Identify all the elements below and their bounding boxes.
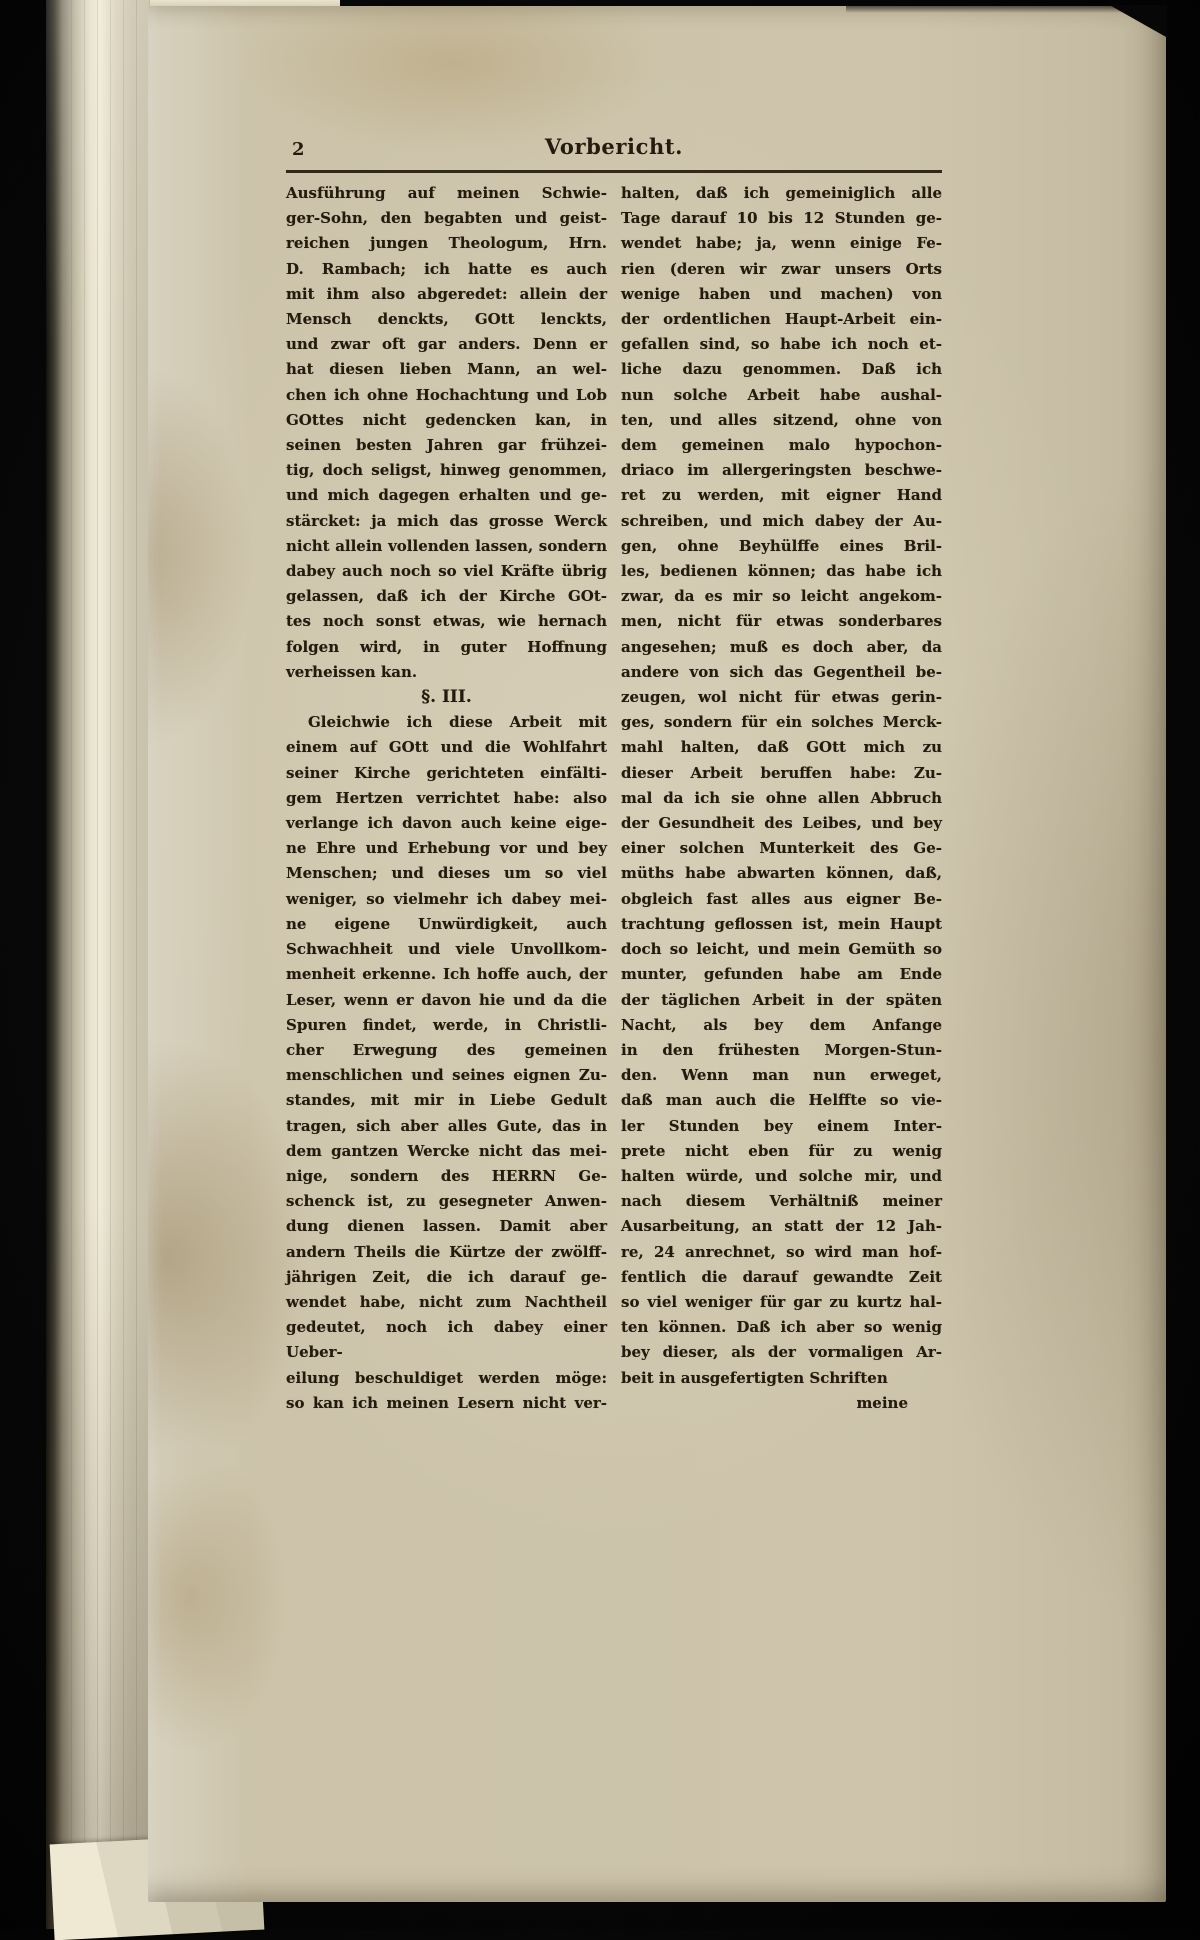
text-columns — [286, 181, 942, 1416]
text-line: Leser, wenn er davon hie und da die — [286, 990, 607, 1009]
text-line: chen ich ohne Hochachtung und Lob — [286, 385, 607, 404]
text-line: re, 24 anrechnet, so wird man hof- — [621, 1242, 942, 1261]
text-line: mahl halten, daß GOtt mich zu — [621, 738, 942, 757]
text-line: Mensch denckts, GOtt lenckts, — [286, 310, 607, 329]
text-line: Gleichwie ich diese Arbeit mit — [308, 713, 607, 732]
text-line: nige, sondern des HERRN Ge- — [286, 1166, 607, 1185]
text-line: zeugen, wol nicht für etwas gerin- — [621, 688, 942, 707]
text-line: cher Erwegung des gemeinen — [286, 1040, 607, 1059]
text-line: zwar, da es mir so leicht angekom- — [621, 587, 942, 606]
text-line: prete nicht eben für zu wenig — [621, 1141, 942, 1160]
text-line: beit in ausgefertigten Schriften — [621, 1368, 888, 1387]
text-line: schreiben, und mich dabey der Au- — [621, 511, 942, 530]
book-leaf-edges — [46, 0, 150, 1929]
text-line: seinen besten Jahren gar frühzei- — [286, 436, 607, 455]
text-line: ne Ehre und Erhebung vor und bey — [286, 839, 607, 858]
text-line: bey dieser, als der vormaligen Ar- — [621, 1343, 942, 1362]
running-header — [286, 134, 942, 168]
text-line: angesehen; muß es doch aber, da — [621, 637, 942, 656]
text-line: Schwachheit und viele Unvollkom- — [286, 940, 607, 959]
text-line: gelassen, daß ich der Kirche GOt- — [286, 587, 607, 606]
text-line: nicht allein vollenden lassen, sondern — [286, 536, 607, 555]
page-corner-tear — [1103, 5, 1167, 61]
text-line: driaco im allergeringsten beschwe- — [621, 461, 942, 480]
text-line: der ordentlichen Haupt-Arbeit ein- — [621, 310, 942, 329]
text-line: andern Theils die Kürtze der zwölff- — [286, 1242, 607, 1261]
text-line: reichen jungen Theologum, Hrn. — [286, 234, 607, 253]
text-line: trachtung geflossen ist, mein Haupt — [621, 914, 942, 933]
text-line: tes noch sonst etwas, wie hernach — [286, 612, 607, 631]
scanned-page — [148, 6, 1166, 1902]
text-line: §. III. — [421, 687, 472, 708]
text-line: jährigen Zeit, die ich darauf ge- — [286, 1267, 607, 1286]
text-line: verheissen kan. — [286, 662, 418, 681]
text-line: ne eigene Unwürdigkeit, auch — [286, 914, 607, 933]
text-line: ges, sondern für ein solches Merck- — [621, 713, 942, 732]
text-line: ler Stunden bey einem Inter- — [621, 1116, 942, 1135]
text-line: einer solchen Munterkeit des Ge- — [621, 839, 942, 858]
text-line: halten würde, und solche mir, und — [621, 1166, 942, 1185]
left-column-lines — [286, 181, 607, 1416]
text-line: seiner Kirche gerichteten einfälti- — [286, 763, 607, 782]
text-line: wenige haben und machen) von — [621, 284, 942, 303]
text-line: menschlichen und seines eignen Zu- — [286, 1066, 607, 1085]
text-line: folgen wird, in guter Hoffnung — [286, 637, 607, 656]
text-line: mal da ich sie ohne allen Abbruch — [621, 788, 942, 807]
text-line: verlange ich davon auch keine eige- — [286, 814, 607, 833]
text-line: nach diesem Verhältniß meiner — [621, 1192, 942, 1211]
text-line: und zwar oft gar anders. Denn er — [286, 335, 607, 354]
text-line: Nacht, als bey dem Anfange — [621, 1015, 942, 1034]
text-line: rien (deren wir zwar unsers Orts — [621, 259, 942, 278]
text-line: ten, und alles sitzend, ohne von — [621, 410, 942, 429]
text-line: obgleich fast alles aus eigner Be- — [621, 889, 942, 908]
text-line: dem gemeinen malo hypochon- — [621, 436, 942, 455]
text-line: und mich dagegen erhalten und ge- — [286, 486, 607, 505]
text-line: standes, mit mir in Liebe Gedult — [286, 1091, 607, 1110]
text-line: D. Rambach; ich hatte es auch — [286, 259, 607, 278]
text-line: daß man auch die Helffte so vie- — [621, 1091, 942, 1110]
text-line: men, nicht für etwas sonderbares — [621, 612, 942, 631]
text-line: mit ihm also abgeredet: allein der — [286, 284, 607, 303]
text-line: stärcket: ja mich das grosse Werck — [286, 511, 607, 530]
text-line: dung dienen lassen. Damit aber — [286, 1217, 607, 1236]
text-line: nun solche Arbeit habe aushal- — [621, 385, 942, 404]
page-number: 2 — [292, 139, 305, 160]
text-line: les, bedienen können; das habe ich — [621, 562, 942, 581]
text-line: Ausarbeitung, an statt der 12 Jah- — [621, 1217, 942, 1236]
page-top-shadow — [846, 6, 1126, 13]
text-line: der täglichen Arbeit in der späten — [621, 990, 942, 1009]
header-rule — [286, 170, 942, 173]
text-line: gedeutet, noch ich dabey einer Ueber- — [286, 1318, 607, 1362]
text-line: einem auf GOtt und die Wohlfahrt — [286, 738, 607, 757]
text-line: Tage darauf 10 bis 12 Stunden ge- — [621, 209, 942, 228]
text-line: ger-Sohn, den begabten und geist- — [286, 209, 607, 228]
right-column-lines — [621, 181, 942, 1391]
text-line: ten können. Daß ich aber so wenig — [621, 1318, 942, 1337]
text-line: der Gesundheit des Leibes, und bey — [621, 814, 942, 833]
text-line: tragen, sich aber alles Gute, das in — [286, 1116, 607, 1135]
text-line: ret zu werden, mit eigner Hand — [621, 486, 942, 505]
header-title: Vorbericht. — [544, 134, 684, 159]
text-line: menheit erkenne. Ich hoffe auch, der — [286, 965, 607, 984]
text-line: hat diesen lieben Mann, an wel- — [286, 360, 607, 379]
text-line: GOttes nicht gedencken kan, in — [286, 410, 607, 429]
text-line: in den frühesten Morgen-Stun- — [621, 1040, 942, 1059]
text-line: tig, doch seligst, hinweg genommen, — [286, 461, 607, 480]
text-line: gefallen sind, so habe ich noch et- — [621, 335, 942, 354]
text-line: halten, daß ich gemeiniglich alle — [621, 184, 942, 202]
text-line: gem Hertzen verrichtet habe: also — [286, 788, 607, 807]
right-column — [621, 181, 942, 1416]
printed-text-block — [286, 134, 942, 1416]
text-line: dem gantzen Wercke nicht das mei- — [286, 1141, 607, 1160]
text-line: munter, gefunden habe am Ende — [621, 965, 942, 984]
text-line: dieser Arbeit beruffen habe: Zu- — [621, 763, 942, 782]
text-line: den. Wenn man nun erweget, — [621, 1066, 942, 1085]
text-line: so kan ich meinen Lesern nicht ver- — [286, 1393, 607, 1412]
text-line: weniger, so vielmehr ich dabey mei- — [286, 889, 607, 908]
left-column — [286, 181, 607, 1416]
text-line: andere von sich das Gegentheil be- — [621, 662, 942, 681]
text-line: doch so leicht, und mein Gemüth so — [621, 940, 942, 959]
text-line: eilung beschuldiget werden möge: — [286, 1368, 607, 1387]
text-line: Spuren findet, werde, in Christli- — [286, 1015, 607, 1034]
text-line: wendet habe, nicht zum Nachtheil — [286, 1292, 607, 1311]
text-line: dabey auch noch so viel Kräfte übrig — [286, 562, 607, 581]
text-line: wendet habe; ja, wenn einige Fe- — [621, 234, 942, 253]
text-line: liche dazu genommen. Daß ich — [621, 360, 942, 379]
text-line: gen, ohne Beyhülffe eines Bril- — [621, 536, 942, 555]
text-line: Ausführung auf meinen Schwie- — [286, 184, 607, 202]
text-line: schenck ist, zu gesegneter Anwen- — [286, 1192, 607, 1211]
text-line: müths habe abwarten können, daß, — [621, 864, 942, 883]
text-line: fentlich die darauf gewandte Zeit — [621, 1267, 942, 1286]
text-line: so viel weniger für gar zu kurtz hal- — [621, 1292, 942, 1311]
catchword: meine — [856, 1393, 908, 1412]
text-line: Menschen; und dieses um so viel — [286, 864, 607, 883]
